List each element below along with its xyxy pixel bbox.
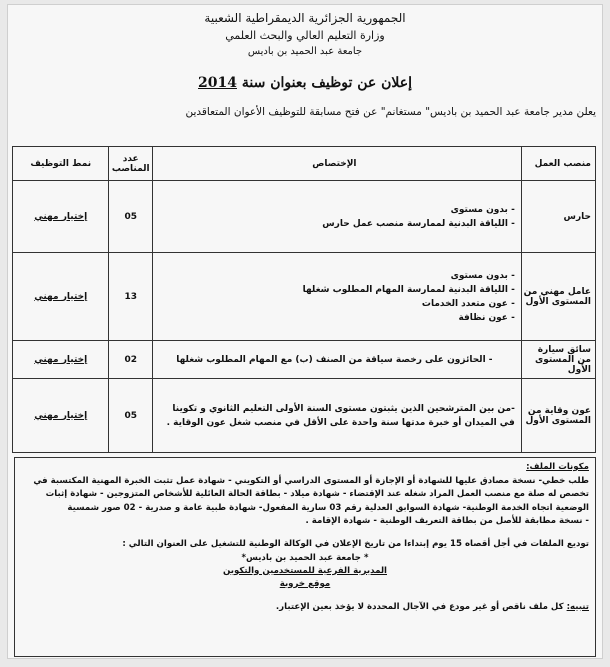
row-post: سائق سيارة من المستوى الأول — [521, 341, 595, 379]
row-post: عون وقاية من المستوى الأول — [521, 379, 595, 453]
address-line: المديرية الفرعية للمستخدمين والتكوين — [222, 565, 387, 576]
row-specialty — [152, 181, 521, 253]
row-mode: إختيار مهني — [13, 341, 109, 379]
address-line: موقع خروبة — [279, 578, 331, 589]
row-count: 13 — [109, 253, 152, 341]
row-count: 05 — [109, 181, 152, 253]
row-count: 02 — [109, 341, 152, 379]
title-text: إعلان عن توظيف بعنوان سنة — [241, 75, 412, 91]
row-count: 05 — [109, 379, 152, 453]
announcement-title — [8, 75, 602, 91]
table-row — [13, 181, 596, 253]
documents-line: طلب خطي- نسخة مصادق عليها للشهادة أو الإجازة أو المستوى الدراسي أو التكويني - شهادة عمل تثبت الخبرة المهنية المكتسبة في — [33, 475, 589, 486]
row-mode: إختيار مهني — [13, 253, 109, 341]
address-line: * جامعة عبد الحميد بن باديس* — [241, 552, 369, 563]
table-header-row — [13, 147, 596, 181]
header-count: عدد المناصب — [109, 147, 152, 181]
specialty-line: - بدون مستوى — [450, 204, 515, 215]
positions-table — [12, 146, 596, 453]
table-row — [13, 253, 596, 341]
header-mode: نمط التوظيف — [13, 147, 109, 181]
row-mode: إختيار مهني — [13, 379, 109, 453]
specialty-line: - بدون مستوى — [450, 270, 515, 281]
table-row — [13, 379, 596, 453]
specialty-line: - الحائزون على رخصة سياقة من الصنف (ب) مع المهام المطلوب شغلها — [176, 354, 493, 365]
table-row — [13, 341, 596, 379]
deposit-text: توديع الملفات في أجل أقصاه 15 يوم إبتداءا من تاريخ الإعلان في الوكالة الوطنية للتشغيل على العنوان التالي : — [122, 538, 589, 549]
specialty-line: -من بين المترشحين الذين يثبتون مستوى السنة الأولى التعليم الثانوي و تكوينا — [172, 403, 515, 414]
row-post: عامل مهني من المستوى الأول — [521, 253, 595, 341]
documents-label: مكونات الملف: — [526, 462, 589, 472]
university-header: جامعة عبد الحميد بن باديس — [247, 46, 363, 57]
row-post: حارس — [521, 181, 595, 253]
documents-line: الوضعية اتجاه الخدمة الوطنية- شهادة السوابق العدلية رقم 03 سارية المفعول- شهادة طبية عامة و صدرية - 02 صور شمسية — [67, 502, 589, 513]
documents-section — [14, 457, 596, 657]
warning-note — [21, 601, 589, 615]
specialty-line: - اللياقة البدنية لممارسة منصب عمل حارس — [322, 218, 515, 229]
ministry-header: وزارة التعليم العالي والبحث العلمي — [225, 29, 385, 42]
row-specialty — [152, 341, 521, 379]
announcement-page — [7, 4, 603, 659]
specialty-line: - عون متعدد الخدمات — [421, 298, 515, 309]
intro-text: يعلن مدير جامعة عبد الحميد بن باديس" مستغانم" عن فتح مسابقة للتوظيف الأعوان المتعاقدين — [185, 106, 596, 118]
specialty-line: في الميدان أو خبرة مدتها سنة واحدة على الأقل في منصب شغل عون الوقاية . — [166, 417, 515, 428]
header-post: منصب العمل — [521, 147, 595, 181]
header-specialty: الإختصاص — [152, 147, 521, 181]
documents-line: تخصص له صلة مع منصب العمل المراد شغله عند الإقتضاء - شهادة ميلاد - بطاقة الحالة العائلية للأشخاص المتزوجين - شهادة إثبات — [45, 489, 589, 500]
specialty-line: - اللياقة البدنية لممارسة المهام المطلوب شغلها — [302, 284, 515, 295]
warning-text: كل ملف ناقص أو غير مودع في الآجال المحددة لا يؤخذ بعين الإعتبار. — [275, 601, 564, 612]
documents-line: - نسخة مطابقة للأصل من بطاقة التعريف الوطنية - شهادة الإقامة . — [305, 516, 589, 527]
warning-label: تنبيه: — [566, 601, 589, 612]
republic-header: الجمهورية الجزائرية الديمقراطية الشعبية — [204, 11, 406, 25]
specialty-line: - عون نظافة — [458, 312, 515, 323]
row-specialty — [152, 379, 521, 453]
row-mode: إختيار مهني — [13, 181, 109, 253]
title-year: 2014 — [198, 75, 237, 91]
row-specialty — [152, 253, 521, 341]
